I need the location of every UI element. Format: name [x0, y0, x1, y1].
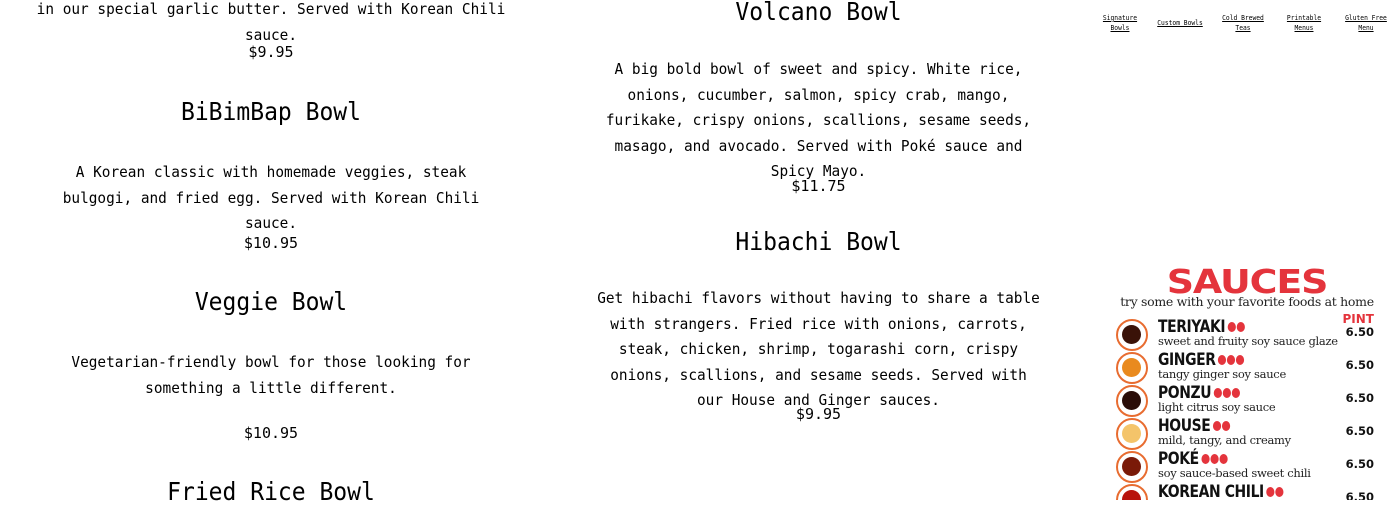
item-price: $10.95 [243, 234, 299, 252]
nav-link-custom-bowls[interactable]: Custom Bowls [1157, 19, 1203, 27]
sauce-row [1116, 318, 1382, 351]
sauce-price: 6.50 [1345, 490, 1374, 500]
item-description: in our special garlic butter. Served with Korean Chili sauce. [36, 0, 506, 44]
item-price: $10.95 [243, 424, 299, 442]
sauce-cup-icon [1116, 319, 1148, 351]
sauce-price: 6.50 [1345, 424, 1374, 438]
item-description: Get hibachi flavors without having to share a table with strangers. Fried rice with onions, carrots, steak, chicken, shrimp, togarashi corn, crispy onions, scallions, and sesame seeds. Served with our House and Ginger sauces. [597, 289, 1040, 409]
sauce-row [1116, 417, 1382, 450]
sauce-name: GINGER [1158, 350, 1216, 370]
sauce-cup-icon [1116, 385, 1148, 417]
sauce-price: 6.50 [1345, 457, 1374, 471]
item-description: A Korean classic with homemade veggies, steak bulgogi, and fried egg. Served with Korean Chili sauce. [62, 163, 480, 232]
nav-link-cold-brewed-teas[interactable]: Cold Brewed Teas [1222, 14, 1264, 32]
size-label: PINT [1342, 312, 1374, 326]
sauce-price: 6.50 [1345, 391, 1374, 405]
sauce-row [1116, 384, 1382, 417]
item-title: BiBimBap Bowl [180, 97, 362, 126]
sauce-description: soy sauce-based sweet chili [1158, 466, 1311, 480]
sauces-subtitle: try some with your favorite foods at home [1120, 294, 1374, 309]
sauce-cup-icon [1116, 451, 1148, 483]
item-price: $11.75 [791, 177, 846, 195]
sauce-price: 6.50 [1345, 358, 1374, 372]
sauces-title: SAUCES [1166, 265, 1328, 301]
sauce-row [1116, 351, 1382, 384]
item-description: A big bold bowl of sweet and spicy. White rice, onions, cucumber, salmon, spicy crab, mango, furikake, crispy onions, scallions, sesame seeds, masago, and avocado. Served with Poké sauce and Spicy Mayo. [605, 60, 1032, 180]
sauce-price: 6.50 [1345, 325, 1374, 339]
item-description: Vegetarian-friendly bowl for those looking for something a little different. [71, 353, 471, 397]
sauce-cup-icon [1116, 352, 1148, 384]
item-title: Fried Rice Bowl [167, 477, 375, 506]
diet-badge-icons [1266, 483, 1284, 500]
item-title: Volcano Bowl [735, 0, 902, 26]
sauce-description: sweet and fruity soy sauce glaze [1158, 334, 1338, 348]
sauce-name: HOUSE [1158, 416, 1211, 436]
sauce-name: TERIYAKI [1158, 317, 1226, 337]
left-menu-column [10, 0, 532, 506]
item-price: $9.95 [795, 405, 842, 423]
sauce-cup-icon [1116, 484, 1148, 500]
item-title: Veggie Bowl [194, 287, 348, 316]
sauce-description: mild, tangy, and creamy [1158, 433, 1291, 447]
nav-link-signature-bowls[interactable]: Signature Bowls [1102, 14, 1138, 32]
sauce-row [1116, 483, 1382, 500]
nav-link-gluten-free-menu[interactable]: Gluten Free Menu [1345, 14, 1387, 32]
nav-link-printable-menus[interactable]: Printable Menus [1286, 14, 1322, 32]
sauce-description: light citrus soy sauce [1158, 400, 1276, 414]
sauces-menu-image [1112, 265, 1382, 500]
item-price: $9.95 [248, 43, 294, 61]
sauce-name: POKÉ [1158, 449, 1199, 469]
middle-menu-column [570, 0, 1067, 500]
sauce-cup-icon [1116, 418, 1148, 450]
sauce-name: KOREAN CHILI [1158, 482, 1264, 500]
menu-nav [1096, 13, 1396, 37]
sauce-row [1116, 450, 1382, 483]
sauce-name: PONZU [1158, 383, 1212, 403]
item-title: Hibachi Bowl [735, 227, 902, 256]
sauce-description: tangy ginger soy sauce [1158, 367, 1286, 381]
